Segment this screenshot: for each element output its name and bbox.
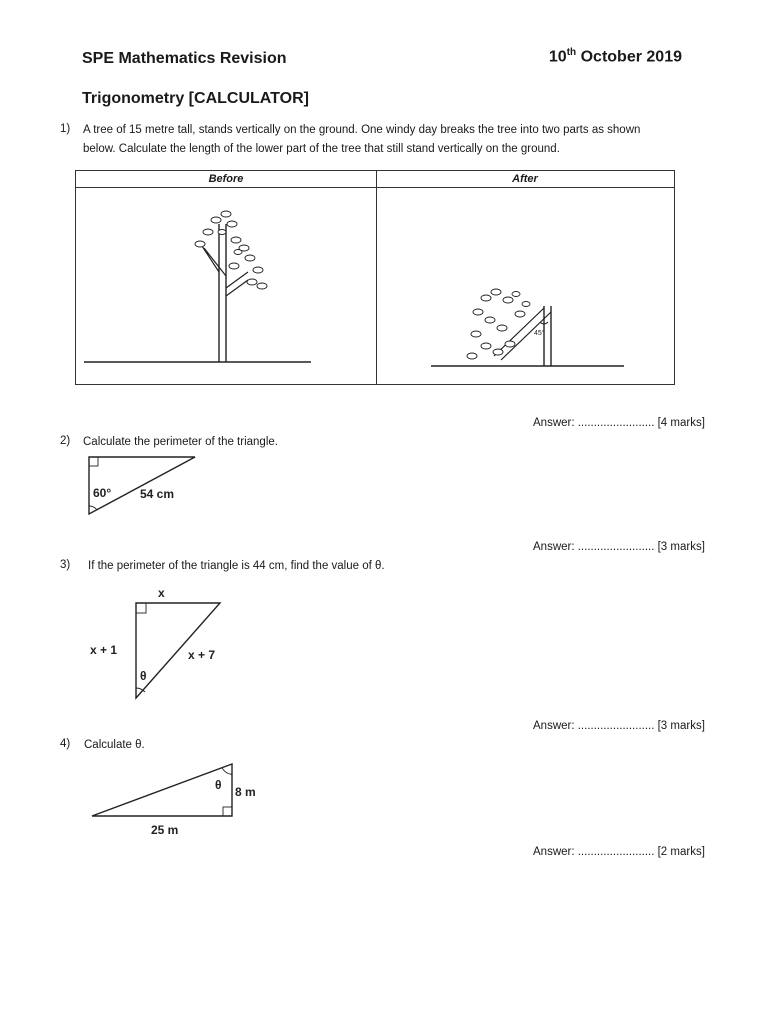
- tree-after-drawing: [376, 188, 674, 384]
- worksheet-title: SPE Mathematics Revision: [82, 50, 287, 67]
- q3-top-label: x: [158, 586, 165, 600]
- q3-number: 3): [60, 559, 71, 571]
- worksheet-date: [549, 47, 682, 66]
- worksheet-subtitle: Trigonometry [CALCULATOR]: [82, 90, 309, 107]
- q3-angle-label: θ: [140, 669, 147, 683]
- q2-angle-arc: [89, 506, 97, 510]
- q2-side-label: 54 cm: [140, 487, 175, 501]
- q4-triangle: [92, 764, 232, 816]
- tree-before-drawing: [76, 188, 376, 384]
- q1-number: 1): [60, 123, 71, 135]
- q1-before-header: Before: [76, 171, 376, 188]
- q4-bottom-label: 25 m: [151, 823, 179, 837]
- q4-text: Calculate θ.: [84, 739, 145, 751]
- q1-text: [83, 121, 640, 159]
- date-suffix: th: [566, 47, 577, 58]
- q4-answer: Answer: ........................ [2 marks]: [533, 846, 705, 858]
- q4-right-angle-mark: [223, 807, 232, 816]
- q1-text-line1: A tree of 15 metre tall, stands vertically on the ground. One windy day breaks the tree into two parts as shown: [83, 124, 641, 136]
- q4-number: 4): [60, 738, 71, 750]
- angle-label-45: 45°: [534, 330, 545, 337]
- q3-left-label: x + 1: [90, 643, 118, 657]
- fallen-leaves: [467, 289, 530, 359]
- q1-answer: Answer: ........................ [4 marks]: [533, 417, 705, 429]
- q2-triangle-figure: [85, 452, 215, 522]
- q2-number: 2): [60, 435, 71, 447]
- date-day: 10: [548, 48, 567, 66]
- q2-text: Calculate the perimeter of the triangle.: [83, 436, 278, 448]
- q2-right-angle-mark: [89, 457, 98, 466]
- q3-answer: Answer: ........................ [3 marks]: [533, 720, 705, 732]
- q3-text: If the perimeter of the triangle is 44 cm, find the value of θ.: [88, 560, 385, 572]
- date-rest: October 2019: [580, 48, 682, 66]
- q4-right-label: 8 m: [235, 785, 256, 799]
- q1-text-line2: below. Calculate the length of the lower part of the tree that still stand vertically on the ground.: [83, 143, 560, 155]
- q1-figure-table: [75, 170, 675, 385]
- q4-angle-arc: [222, 768, 232, 774]
- q4-triangle-figure: [85, 755, 275, 840]
- q3-right-angle-mark: [136, 603, 146, 613]
- q2-answer: Answer: ........................ [3 marks]: [533, 541, 705, 553]
- q3-triangle-figure: [85, 582, 235, 702]
- q2-angle-label: 60°: [93, 486, 112, 500]
- q3-hyp-label: x + 7: [188, 648, 216, 662]
- q1-after-header: After: [376, 171, 674, 188]
- q4-angle-label: θ: [215, 778, 222, 792]
